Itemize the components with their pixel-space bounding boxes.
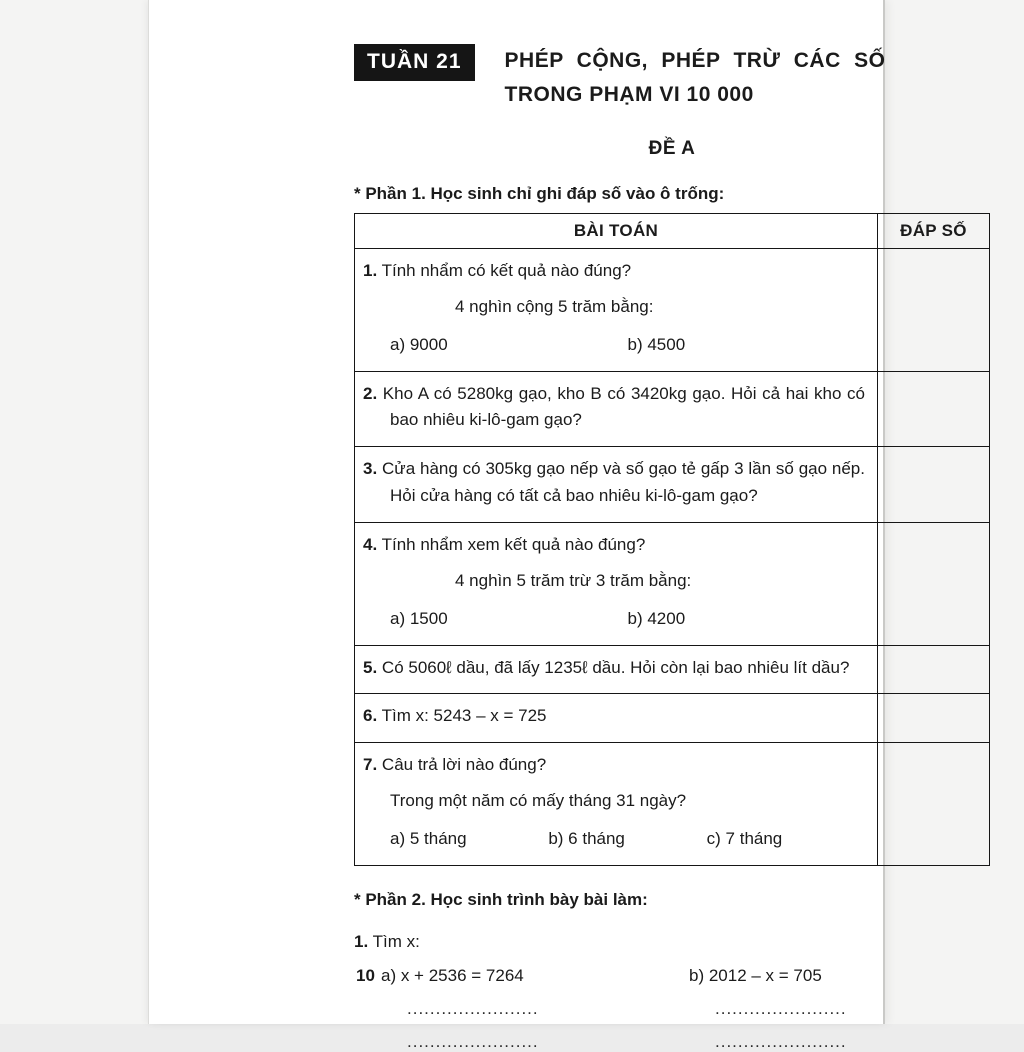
problem-line: 7. Câu trả lời nào đúng? [363,755,547,775]
equation-a: a) x + 2536 = 7264 [381,965,524,985]
exam-title: ĐỀ A [648,138,696,160]
options-row [363,606,865,633]
answer-option: a) 1500 [390,608,448,628]
problem-line: Trong một năm có mấy tháng 31 ngày? [390,791,687,811]
problem-line: 6. Tìm x: 5243 – x = 725 [363,706,547,726]
part2-columns [354,966,990,1052]
answer-box [878,249,990,372]
page-content [354,44,990,1052]
workbook-sheet [148,0,967,1051]
table-row [355,694,990,743]
answer-box [878,523,990,646]
table-row [355,447,990,523]
problem-number: 4. [363,535,378,555]
problem-line: 5. Có 5060ℓ dầu, đã lấy 1235ℓ dầu. Hỏi còn lại bao nhiêu lít dầu? [363,657,850,677]
problem-line: 4 nghìn cộng 5 trăm bằng: [455,296,654,316]
options-row [363,826,865,853]
problem-cell [355,371,878,447]
problem-number: 1. [363,261,378,281]
lesson-title-line2: TRONG PHẠM VI 10 000 [504,83,754,107]
answer-dots: ....................... [715,1031,847,1051]
problem-number: 5. [363,657,378,677]
header-row [355,214,990,249]
problem-number: 6. [363,706,378,726]
table-row [355,371,990,447]
problem-line: 4 nghìn 5 trăm trừ 3 trăm bằng: [455,570,692,590]
problem-number: 7. [363,755,378,775]
answer-option: b) 4500 [627,334,686,354]
part2-column-b [662,966,990,1052]
answer-box [878,743,990,866]
options-row [363,332,865,359]
answer-option: a) 9000 [390,334,448,354]
part2-item-text: Tìm x: [372,931,420,951]
problem-cell [355,447,878,523]
answer-option: b) 6 tháng [548,829,625,849]
table-row [355,523,990,646]
problem-cell [355,694,878,743]
answer-dots: ....................... [715,998,847,1018]
answer-dots: ....................... [407,1031,539,1051]
part1-heading: * Phần 1. Học sinh chỉ ghi đáp số vào ô trống: [354,184,725,204]
column-header-answer: ĐÁP SỐ [878,214,990,249]
equation-b: b) 2012 – x = 705 [689,965,822,985]
answer-dots: ....................... [407,998,539,1018]
part2-column-a [354,966,662,1052]
lesson-header [354,44,990,112]
lesson-title [505,44,886,112]
problem-line: 2. Kho A có 5280kg gạo, kho B có 3420kg gạo. Hỏi cả hai kho có bao nhiêu ki-lô-gam gạo? [363,383,865,430]
answer-box [878,447,990,523]
table-row [355,645,990,694]
problem-line: 1. Tính nhẩm có kết quả nào đúng? [363,261,632,281]
column-header-problem: BÀI TOÁN [355,214,878,249]
table-row [355,249,990,372]
problem-cell [355,743,878,866]
part2-heading: * Phần 2. Học sinh trình bày bài làm: [354,889,648,909]
answer-option: a) 5 tháng [390,829,467,849]
problem-number: 3. [363,459,378,479]
problem-line: 3. Cửa hàng có 305kg gạo nếp và số gạo tẻ gấp 3 lần số gạo nếp. Hỏi cửa hàng có tất cả bao nhiêu ki-lô-gam gạo? [363,459,865,506]
answer-box [878,371,990,447]
week-badge: TUẦN 21 [354,44,475,81]
answer-option: b) 4200 [627,608,686,628]
page-number: 10 [356,966,375,985]
problems-table-head [355,214,990,249]
problem-cell [355,645,878,694]
part2-item-number: 1. [354,931,369,951]
lesson-title-line1: PHÉP CỘNG, PHÉP TRỪ CÁC SỐ [504,49,886,72]
problems-table [354,213,990,866]
problem-cell [355,249,878,372]
answer-option: c) 7 tháng [706,829,783,849]
problem-line: 4. Tính nhẩm xem kết quả nào đúng? [363,535,646,555]
problem-cell [355,523,878,646]
answer-box [878,645,990,694]
answer-box [878,694,990,743]
part2-item-1 [354,932,990,952]
problem-number: 2. [363,383,378,403]
problems-table-body [355,249,990,866]
table-row [355,743,990,866]
